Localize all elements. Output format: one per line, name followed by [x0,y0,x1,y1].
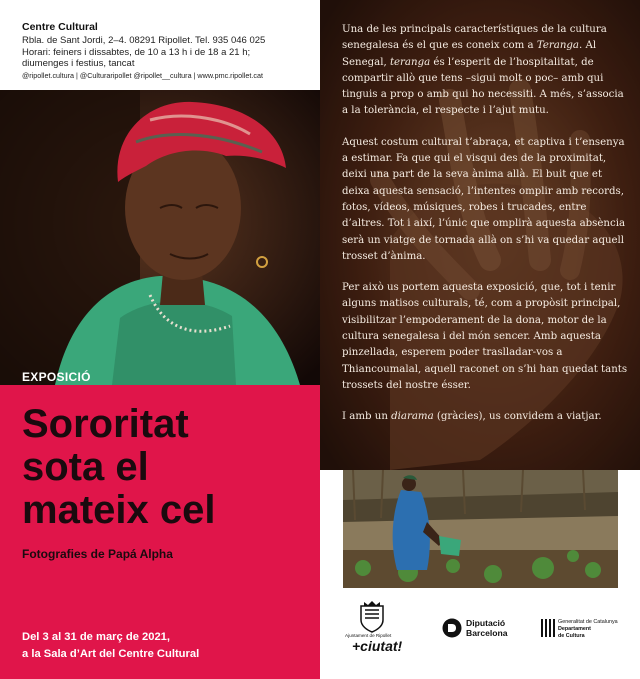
title-line-2: sota el [22,445,149,489]
exhibition-subtitle: Fotografies de Papá Alpha [22,547,173,561]
ripollet-crest-icon [355,600,389,634]
exhibition-title [22,403,312,532]
portrait-photo-art [0,90,320,385]
exhibition-label: EXPOSICIÓ [22,370,91,384]
diputacio-logo-text: Diputació Barcelona [466,618,508,638]
title-line-1: Sororitat [22,402,189,446]
venue-hours: Horari: feiners i dissabtes, de 10 a 13 h i de 18 a 21 h; [22,47,251,58]
dates-line-2: a la Sala d’Art del Centre Cultural [22,648,200,660]
venue-name: Centre Cultural [22,21,98,33]
paragraph-2: Aquest costum cultural t’abraça, et captiva i t’ensenya a estimar. Fa que qui el visqui des de la proximitat, deixi una part de la seva ànima allà. El buit que et deixa aquesta sensació, l’intentes omplir amb records, fotos, vídeos, músiques, robes i trucades, entre d’altres. Tot i així, l’únic que omplirà aquesta absència serà un viatge de tornada allà on s’hi va quedar aquell trosset d’ànima. [342,136,626,262]
diputacio-logo-icon [442,618,462,638]
venue-address: Rbla. de Sant Jordi, 2–4. 08291 Ripollet. Tel. 935 046 025 [22,35,266,46]
paragraph-1: Una de les principals característiques de la cultura senegalesa és el que es coneix com a Teranga. Al Senegal, teranga és l’esperit de l’hospitalitat, de compartir allò que tens –sigui molt o poc– amb qui tinguis a prop o amb qui ho necessiti. A més, s’associa a la tolerància, el respecte i l’ajut mutu. [342,24,624,117]
paragraph-3: Per això us portem aquesta exposició, que, tot i tenir alguns matisos culturals, té, com a propòsit principal, visibilitzar l’empoderament de la dona, motor de la cultura senegalesa i del món sencer. Amb aquesta pinzellada, esperem poder traslladar-vos a Thiancoumalal, aquell raconet on s’hi han quedat tants trossets del nostre ésser. [342,282,628,391]
generalitat-logo-icon [541,619,555,637]
venue-hours-closed: diumenges i festius, tancat [22,58,135,69]
generalitat-logo-text: Generalitat de Catalunya Departament de Cultura [558,619,618,639]
text-panel [320,0,640,470]
social-links: @ripollet.cultura | @Culturaripollet @ripollet__cultura | www.pmc.ripollet.cat [22,71,263,80]
paragraph-4: I amb un diarama (gràcies), us convidem a viatjar. [342,411,602,423]
field-photo-art [343,470,618,588]
portrait-photo [0,90,320,385]
exhibition-dates [22,629,199,663]
exhibition-description [342,22,628,441]
ciutat-logo-text: +ciutat! [352,638,403,654]
dates-line-1: Del 3 al 31 de març de 2021, [22,631,171,643]
field-photo [343,470,618,588]
ajuntament-label: Ajuntament de Ripollet [345,633,392,638]
title-line-3: mateix cel [22,488,216,532]
venue-info [0,0,320,90]
